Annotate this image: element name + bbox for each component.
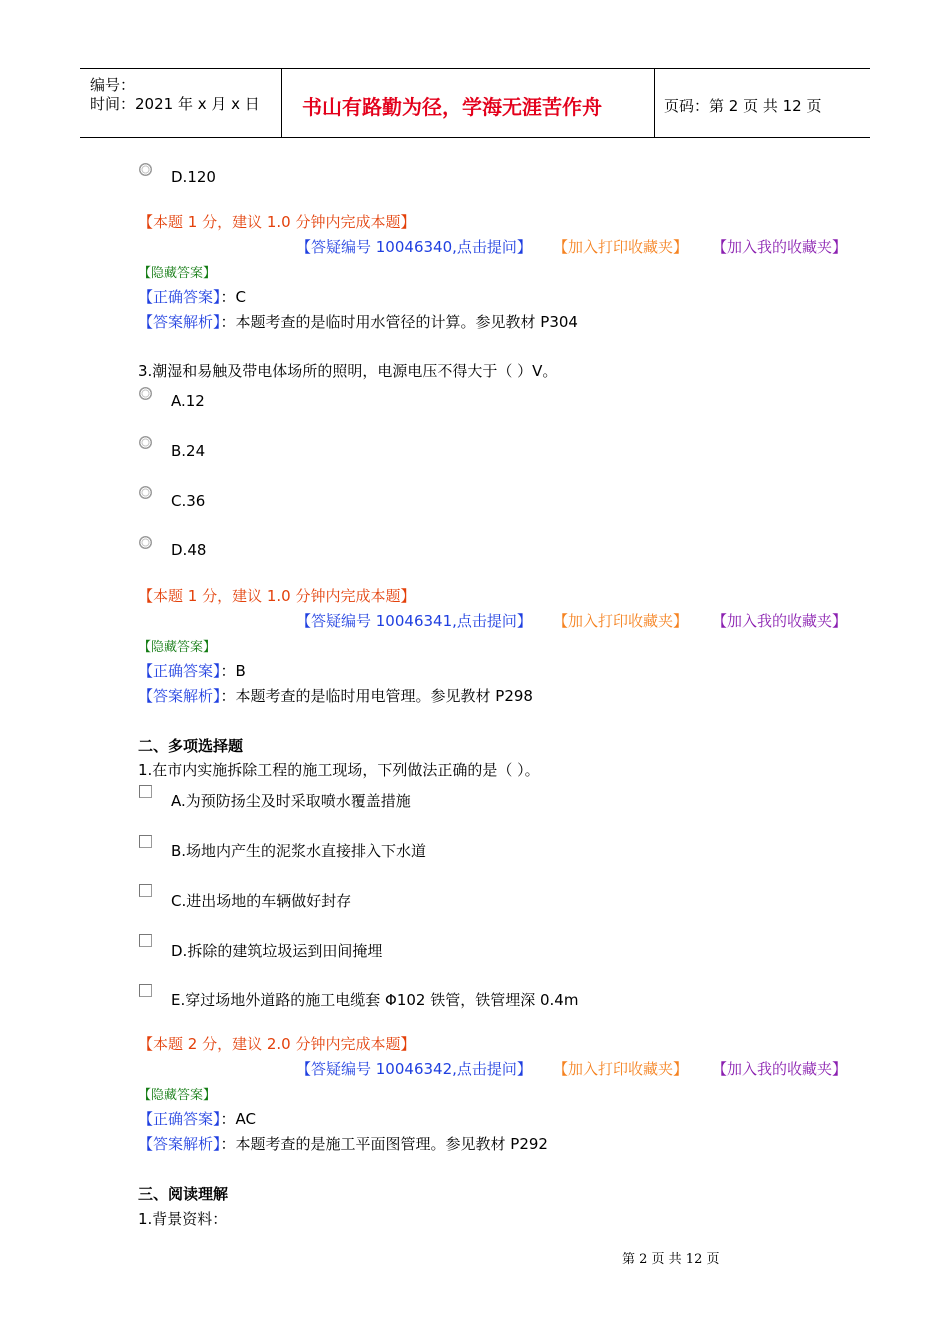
radio-option-c[interactable] xyxy=(139,486,152,499)
doc-number-label: 编号： xyxy=(90,76,136,94)
checkbox-option-d[interactable] xyxy=(139,934,152,947)
hide-answer-link[interactable]: 【隐藏答案】 xyxy=(138,266,217,281)
correct-answer-value: ：C xyxy=(220,288,246,306)
answer-analysis xyxy=(138,685,533,706)
option-label: C.进出场地的车辆做好封存 xyxy=(171,892,352,910)
question-text: 1.在市内实施拆除工程的施工现场，下列做法正确的是（ ）。 xyxy=(138,761,540,779)
analysis-text: ：本题考查的是临时用电管理。参见教材 P298 xyxy=(220,687,533,705)
page-footer: 第 2 页 共 12 页 xyxy=(622,1252,720,1267)
correct-answer-value: ：B xyxy=(220,662,246,680)
checkbox-option-e[interactable] xyxy=(139,984,152,997)
radio-option-b[interactable] xyxy=(139,436,152,449)
section-title: 三、阅读理解 xyxy=(138,1185,229,1203)
checkbox-option-b[interactable] xyxy=(139,835,152,848)
print-favorites-link[interactable]: 【加入打印收藏夹】 xyxy=(553,1060,689,1078)
correct-answer xyxy=(138,660,246,681)
analysis-label: 【答案解析】 xyxy=(138,687,221,705)
reading-item: 1.背景资料： xyxy=(138,1210,228,1228)
radio-option-a[interactable] xyxy=(139,387,152,400)
correct-answer-value: ：AC xyxy=(220,1110,256,1128)
doc-time-label: 时间：2021 年 x 月 x 日 xyxy=(90,95,260,113)
page-header xyxy=(80,68,870,138)
correct-answer-label: 【正确答案】 xyxy=(138,1110,221,1128)
checkbox-option-a[interactable] xyxy=(139,785,152,798)
answer-analysis xyxy=(138,1133,548,1154)
question-meta: 【本题 1 分，建议 1.0 分钟内完成本题】 xyxy=(138,213,416,231)
option-label: E.穿过场地外道路的施工电缆套 Φ102 铁管，铁管埋深 0.4m xyxy=(171,991,579,1009)
option-label: B.24 xyxy=(171,442,206,460)
question-meta: 【本题 1 分，建议 1.0 分钟内完成本题】 xyxy=(138,587,416,605)
question-meta: 【本题 2 分，建议 2.0 分钟内完成本题】 xyxy=(138,1035,416,1053)
option-label: D.48 xyxy=(171,541,207,559)
answer-analysis xyxy=(138,311,578,332)
correct-answer xyxy=(138,286,246,307)
hide-answer-link[interactable]: 【隐藏答案】 xyxy=(138,1088,217,1103)
hide-answer-link[interactable]: 【隐藏答案】 xyxy=(138,640,217,655)
analysis-text: ：本题考查的是临时用水管径的计算。参见教材 P304 xyxy=(220,313,578,331)
print-favorites-link[interactable]: 【加入打印收藏夹】 xyxy=(553,238,689,256)
radio-option-d[interactable] xyxy=(139,536,152,549)
header-divider xyxy=(654,69,655,137)
option-label: B.场地内产生的泥浆水直接排入下水道 xyxy=(171,842,427,860)
my-favorites-link[interactable]: 【加入我的收藏夹】 xyxy=(712,238,848,256)
analysis-label: 【答案解析】 xyxy=(138,1135,221,1153)
header-page-label: 页码：第 2 页 共 12 页 xyxy=(664,97,822,115)
option-label: D.120 xyxy=(171,168,216,186)
header-motto: 书山有路勤为径，学海无涯苦作舟 xyxy=(302,95,602,119)
analysis-text: ：本题考查的是施工平面图管理。参见教材 P292 xyxy=(220,1135,548,1153)
analysis-label: 【答案解析】 xyxy=(138,313,221,331)
qa-link[interactable]: 【答疑编号 10046342,点击提问】 xyxy=(296,1060,532,1078)
option-label: A.为预防扬尘及时采取喷水覆盖措施 xyxy=(171,792,411,810)
qa-link[interactable]: 【答疑编号 10046341,点击提问】 xyxy=(296,612,532,630)
option-label: D.拆除的建筑垃圾运到田间掩埋 xyxy=(171,942,383,960)
checkbox-option-c[interactable] xyxy=(139,884,152,897)
my-favorites-link[interactable]: 【加入我的收藏夹】 xyxy=(712,1060,848,1078)
option-label: A.12 xyxy=(171,392,205,410)
radio-option-d[interactable] xyxy=(139,163,152,176)
section-title: 二、多项选择题 xyxy=(138,737,244,755)
option-label: C.36 xyxy=(171,492,206,510)
header-divider xyxy=(281,69,282,137)
question-text: 3.潮湿和易触及带电体场所的照明，电源电压不得大于（ ）V。 xyxy=(138,362,558,380)
correct-answer-label: 【正确答案】 xyxy=(138,288,221,306)
correct-answer-label: 【正确答案】 xyxy=(138,662,221,680)
print-favorites-link[interactable]: 【加入打印收藏夹】 xyxy=(553,612,689,630)
correct-answer xyxy=(138,1108,256,1129)
my-favorites-link[interactable]: 【加入我的收藏夹】 xyxy=(712,612,848,630)
qa-link[interactable]: 【答疑编号 10046340,点击提问】 xyxy=(296,238,532,256)
